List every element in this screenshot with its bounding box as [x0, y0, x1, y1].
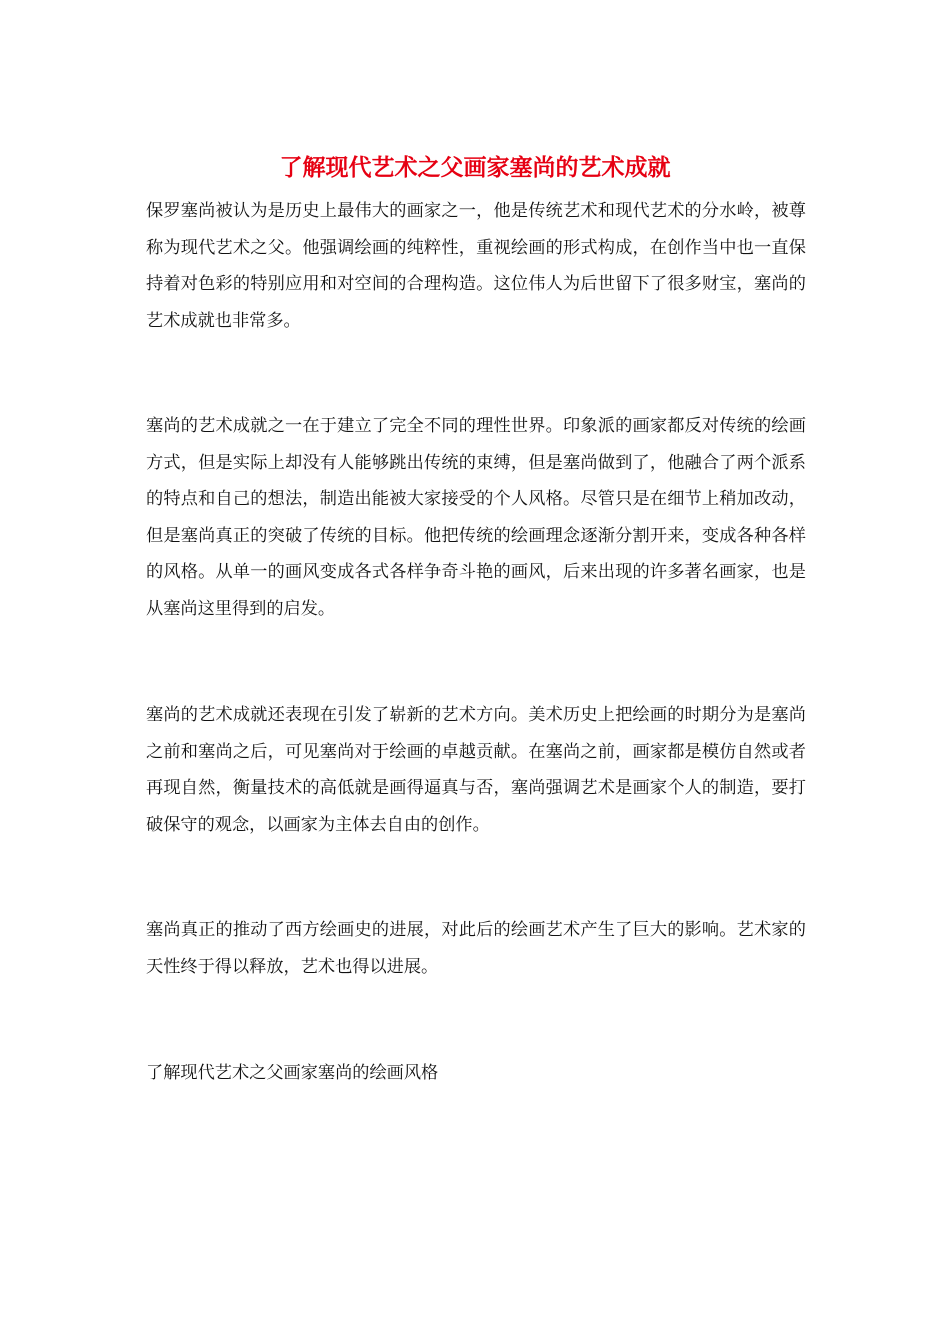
paragraph-next-heading: 了解现代艺术之父画家塞尚的绘画风格 — [146, 1063, 439, 1083]
paragraph-new-direction: 塞尚的艺术成就还表现在引发了崭新的艺术方向。美术历史上把绘画的时期分为是塞尚之前和塞尚之后，可见塞尚对于绘画的卓越贡献。在塞尚之前，画家都是模仿自然或者再现自然，衡量技术的高低就是画得逼真与否，塞尚强调艺术是画家个人的制造，要打破保守的观念，以画家为主体去自由的创作。 — [146, 705, 806, 835]
document-title: 了解现代艺术之父画家塞尚的艺术成就 — [279, 154, 671, 181]
paragraph-intro: 保罗塞尚被认为是历史上最伟大的画家之一，他是传统艺术和现代艺术的分水岭，被尊称为现代艺术之父。他强调绘画的纯粹性，重视绘画的形式构成，在创作当中也一直保持着对色彩的特别应用和对空间的合理构造。这位伟人为后世留下了很多财宝，塞尚的艺术成就也非常多。 — [146, 201, 806, 331]
paragraph-influence: 塞尚真正的推动了西方绘画史的进展，对此后的绘画艺术产生了巨大的影响。艺术家的天性终于得以释放，艺术也得以进展。 — [146, 920, 806, 977]
paragraph-rational-world: 塞尚的艺术成就之一在于建立了完全不同的理性世界。印象派的画家都反对传统的绘画方式，但是实际上却没有人能够跳出传统的束缚，但是塞尚做到了，他融合了两个派系的特点和自己的想法，制造出能被大家接受的个人风格。尽管只是在细节上稍加改动，但是塞尚真正的突破了传统的目标。他把传统的绘画理念逐渐分割开来，变成各种各样的风格。从单一的画风变成各式各样争奇斗艳的画风，后来出现的许多著名画家，也是从塞尚这里得到的启发。 — [146, 416, 806, 619]
